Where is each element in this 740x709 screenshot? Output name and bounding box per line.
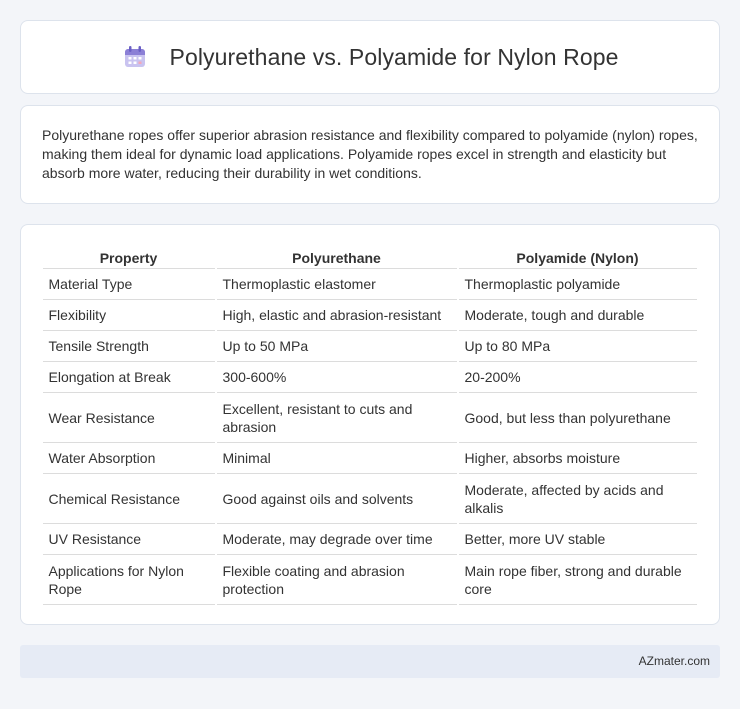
table-row — [43, 362, 697, 393]
comparison-table — [41, 246, 699, 605]
table-cell: Good against oils and solvents — [217, 474, 457, 524]
column-header-polyurethane: Polyurethane — [217, 246, 457, 269]
table-cell: Wear Resistance — [43, 393, 215, 443]
table-cell: Flexible coating and abrasion protection — [217, 555, 457, 605]
header-card — [20, 20, 720, 94]
table-cell: 300-600% — [217, 362, 457, 393]
table-row — [43, 443, 697, 474]
comparison-table-card — [20, 224, 720, 625]
calendar-icon — [122, 44, 148, 70]
table-cell: Up to 80 MPa — [459, 331, 697, 362]
table-row — [43, 393, 697, 443]
table-cell: Moderate, may degrade over time — [217, 524, 457, 555]
table-row — [43, 269, 697, 300]
column-header-property: Property — [43, 246, 215, 269]
table-row — [43, 474, 697, 524]
table-cell: Better, more UV stable — [459, 524, 697, 555]
table-cell: Water Absorption — [43, 443, 215, 474]
column-header-polyamide: Polyamide (Nylon) — [459, 246, 697, 269]
table-cell: Tensile Strength — [43, 331, 215, 362]
table-cell: Main rope fiber, strong and durable core — [459, 555, 697, 605]
table-cell: Material Type — [43, 269, 215, 300]
table-cell: Higher, absorbs moisture — [459, 443, 697, 474]
footer-brand: AZmater.com — [638, 654, 710, 668]
table-cell: Moderate, tough and durable — [459, 300, 697, 331]
table-cell: Up to 50 MPa — [217, 331, 457, 362]
table-cell: Applications for Nylon Rope — [43, 555, 215, 605]
table-cell: Elongation at Break — [43, 362, 215, 393]
table-cell: Chemical Resistance — [43, 474, 215, 524]
table-cell: Minimal — [217, 443, 457, 474]
table-cell: Moderate, affected by acids and alkalis — [459, 474, 697, 524]
footer-bar — [20, 645, 720, 678]
table-header-row — [43, 246, 697, 269]
table-row — [43, 300, 697, 331]
table-row — [43, 331, 697, 362]
table-cell: Flexibility — [43, 300, 215, 331]
intro-card — [20, 105, 720, 204]
table-cell: Thermoplastic elastomer — [217, 269, 457, 300]
table-cell: Thermoplastic polyamide — [459, 269, 697, 300]
page-title: Polyurethane vs. Polyamide for Nylon Rope — [169, 43, 619, 70]
table-row — [43, 555, 697, 605]
table-cell: 20-200% — [459, 362, 697, 393]
table-cell: High, elastic and abrasion-resistant — [217, 300, 457, 331]
table-row — [43, 524, 697, 555]
table-cell: Good, but less than polyurethane — [459, 393, 697, 443]
table-cell: Excellent, resistant to cuts and abrasion — [217, 393, 457, 443]
intro-paragraph: Polyurethane ropes offer superior abrasion resistance and flexibility compared to polyamide (nylon) ropes, making them ideal for dynamic load applications. Polyamide ropes excel in strength and elasticity but absorb more water, reducing their durability in wet conditions. — [42, 127, 698, 181]
table-cell: UV Resistance — [43, 524, 215, 555]
